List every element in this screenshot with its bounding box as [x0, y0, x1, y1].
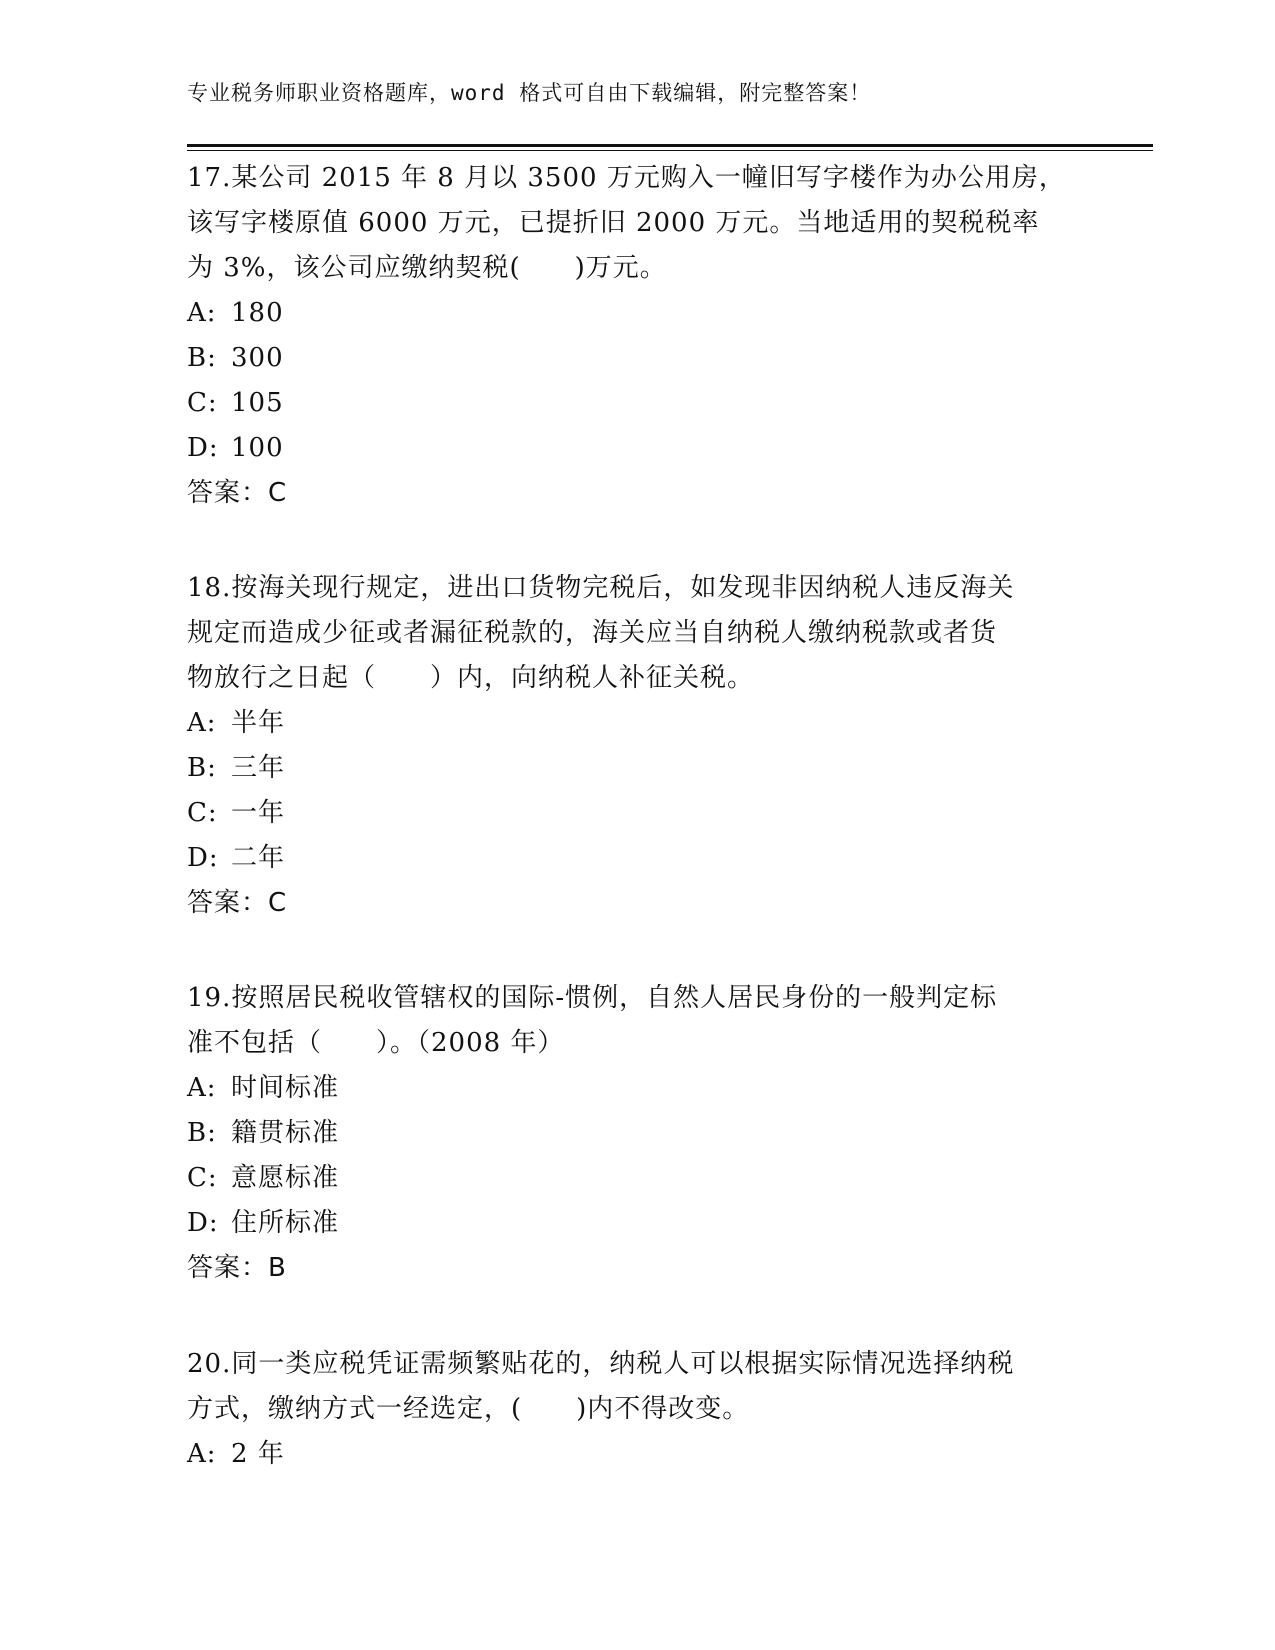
stem-line: 为 3%，该公司应缴纳契税( )万元。 — [187, 253, 667, 283]
header-rule-thin — [187, 150, 1153, 151]
stem-line: 方式，缴纳方式一经选定，( )内不得改变。 — [187, 1394, 750, 1424]
option-d: D: 住所标准 — [187, 1208, 340, 1238]
option-d: D: 二年 — [187, 843, 286, 873]
option-a: A: 时间标准 — [187, 1073, 340, 1103]
option-b: B: 籍贯标准 — [187, 1118, 340, 1148]
option-c: C: 意愿标准 — [187, 1163, 340, 1193]
question-20 — [187, 1342, 1067, 1477]
page-header: 专业税务师职业资格题库，word 格式可自由下载编辑，附完整答案！ — [187, 81, 872, 105]
answer-line: 答案：C — [187, 478, 288, 508]
question-stem — [187, 1342, 1067, 1432]
stem-line: 20.同一类应税凭证需频繁贴花的，纳税人可以根据实际情况选择纳税 — [187, 1349, 1015, 1379]
stem-line: 19.按照居民税收管辖权的国际-惯例，自然人居民身份的一般判定标 — [187, 983, 998, 1013]
stem-line: 17.某公司 2015 年 8 月以 3500 万元购入一幢旧写字楼作为办公用房， — [187, 163, 1066, 193]
stem-line: 18.按海关现行规定，进出口货物完税后，如发现非因纳税人违反海关 — [187, 573, 1015, 603]
stem-line: 规定而造成少征或者漏征税款的，海关应当自纳税人缴纳税款或者货 — [187, 618, 998, 648]
question-18 — [187, 566, 1067, 926]
question-stem — [187, 976, 1067, 1066]
answer-line: 答案：B — [187, 1253, 287, 1283]
option-c: C: 105 — [187, 388, 284, 418]
answer-line: 答案：C — [187, 888, 288, 918]
option-a: A: 180 — [187, 298, 284, 328]
option-a: A: 2 年 — [187, 1439, 285, 1469]
stem-line: 物放行之日起（ ）内，向纳税人补征关税。 — [187, 663, 755, 693]
question-19 — [187, 976, 1067, 1291]
question-stem — [187, 566, 1067, 701]
option-b: B: 300 — [187, 343, 284, 373]
header-rule-thick — [187, 144, 1153, 147]
stem-line: 准不包括（ ）。（2008 年） — [187, 1028, 565, 1058]
option-d: D: 100 — [187, 433, 284, 463]
question-stem — [187, 156, 1067, 291]
question-17 — [187, 156, 1067, 516]
option-a: A: 半年 — [187, 708, 286, 738]
option-c: C: 一年 — [187, 798, 286, 828]
option-b: B: 三年 — [187, 753, 286, 783]
stem-line: 该写字楼原值 6000 万元，已提折旧 2000 万元。当地适用的契税税率 — [187, 208, 1040, 238]
